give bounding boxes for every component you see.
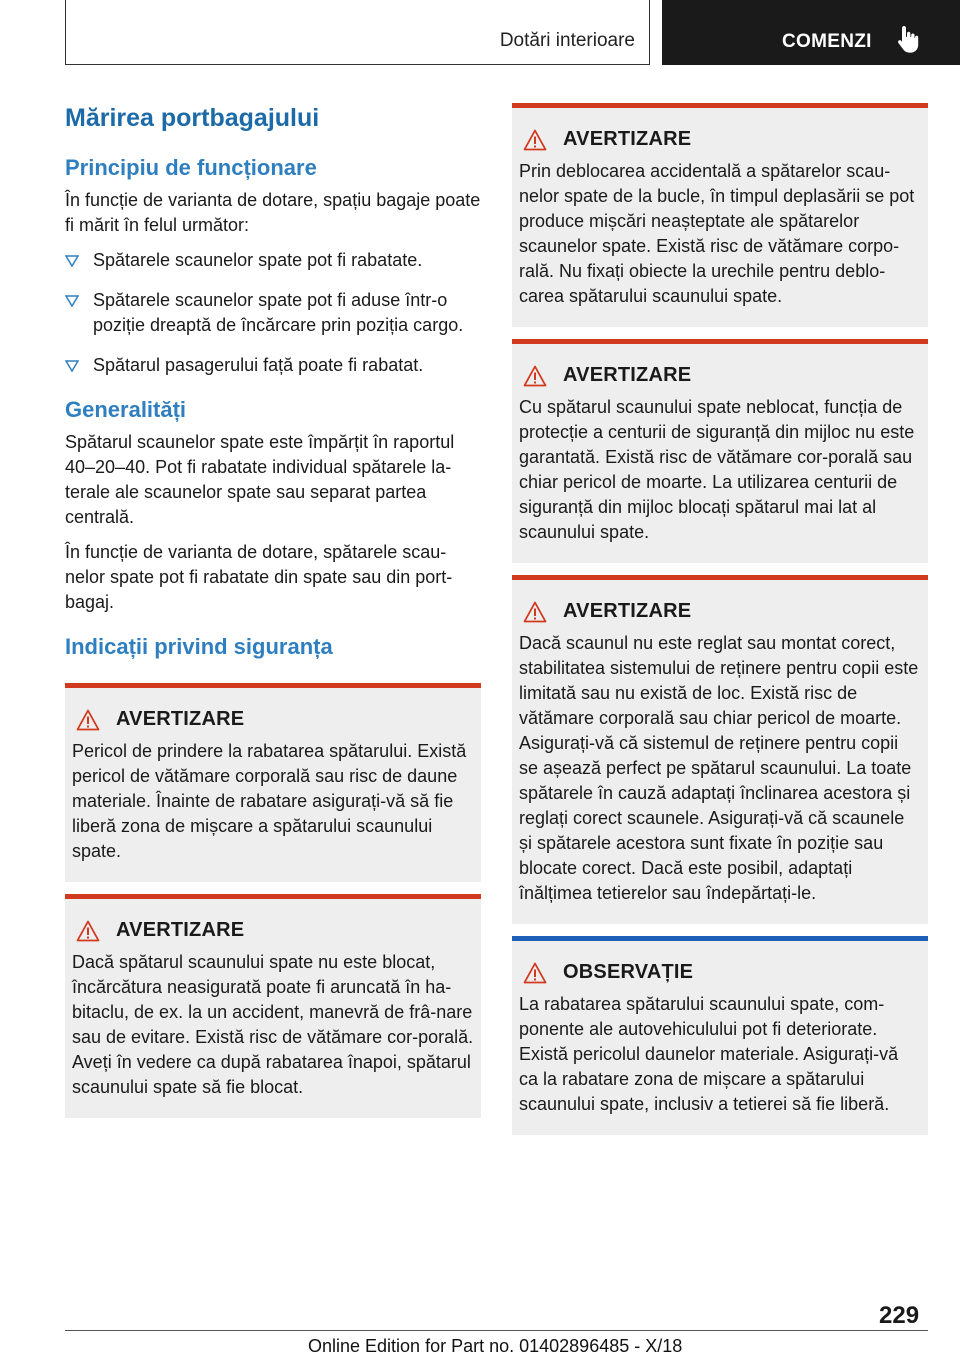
warning-header [72,919,474,942]
warning-title: AVERTIZARE [563,128,692,150]
chapter-title: COMENZI [782,31,872,52]
warning-box [512,103,928,327]
principle-list [65,248,481,378]
warning-text: Dacă spătarul scaunului spate nu este blocat, încărcătura neasigurată poate fi aruncată în ha-bitaclu, de ex. la un accident, manevră de frâ-nare sau de evitare. Există risc de vătămare cor-porală. Aveți în vedere ca după rabatarea înapoi, spătarul scaunului spate să fie blocat. [72,952,474,1097]
hand-pointer-icon [896,24,920,54]
warning-title: AVERTIZARE [563,364,692,386]
notice-title: OBSERVAȚIE [563,961,694,983]
triangle-bullet-icon [65,360,79,372]
warning-text: Pericol de prindere la rabatarea spătarului. Există pericol de vătămare corporală sau risc de daune materiale. Înainte de rabatare asigurați-vă să fie liberă zona de mișcare a spătarului scaunului spate. [72,741,467,861]
notice-box [512,936,928,1135]
warning-triangle-icon [76,920,100,942]
warning-box [512,575,928,924]
warning-header [72,708,474,731]
warning-header [519,364,921,387]
general-heading: Generalități [65,397,187,422]
warning-text: Cu spătarul scaunului spate neblocat, funcția de protecție a centurii de siguranță din mijloc nu este garantată. Există risc de vătămare cor-porală sau chiar pericol de moarte. La utilizarea centurii de siguranță din mijloc blocați spătarul mai lat al scaunului spate. [519,397,915,542]
section-tab [65,0,650,65]
left-column [65,100,481,1130]
page-number: 229 [879,1302,920,1329]
warning-box [65,683,481,882]
safety-heading: Indicații privind siguranța [65,634,333,659]
notice-header [519,961,921,984]
principle-heading: Principiu de funcționare [65,155,317,180]
page-header [0,0,960,66]
general-paragraph: Spătarul scaunelor spate este împărțit în raportul 40–20–40. Pot fi rabatate individual spătarele la-terale ale scaunelor spate sau separat partea centrală. [65,432,455,527]
warning-header [519,128,921,151]
warning-triangle-icon [523,962,547,984]
section-title: Dotări interioare [499,30,635,51]
principle-intro: În funcție de varianta de dotare, spațiu bagaje poate fi mărit în felul următor: [65,190,481,235]
list-item-text: Spătarul pasagerului față poate fi rabatat. [93,355,424,375]
triangle-bullet-icon [65,255,79,267]
list-item-text: Spătarele scaunelor spate pot fi rabatate. [93,250,423,270]
footer-edition: Online Edition for Part no. 01402896485 - X/18 [308,1336,683,1356]
warning-title: AVERTIZARE [116,919,245,941]
general-paragraph: În funcție de varianta de dotare, spătarele scau-nelor spate pot fi rabatate din spate sau din port-bagaj. [65,542,453,612]
warning-text: Prin deblocarea accidentală a spătarelor scau-nelor spate de la bucle, în timpul deplasării se pot produce mișcări neașteptate ale spătarelor scaunelor spate. Există risc de vătămare corpo-rală. Nu fixați obiecte la urechile pentru deblo-carea spătarului scaunului spate. [519,161,915,306]
list-item [65,288,481,338]
warning-text: Dacă scaunul nu este reglat sau montat corect, stabilitatea sistemului de reținere pentru copii este limitată sau nu există de loc. Există risc de vătămare corporală sau chiar pericol de moarte. Asigurați-vă că sistemul de reținere pentru copii se așează perfect pe spătarul scaunului. La toate spătarele în cauză adaptați înclinarea acestora și reglați corect scaunele. Asigurați-vă că scaunele și spătarele acestora sunt fixate în poziție sau blocate corect. Dacă este posibil, adaptați înălțimea tetierelor sau îndepărtați-le. [519,633,919,903]
list-item-text: Spătarele scaunelor spate pot fi aduse într-o poziție dreaptă de încărcare prin poziția cargo. [93,290,464,335]
main-title: Mărirea portbagajului [65,104,320,132]
right-column [512,103,928,1147]
list-item [65,248,481,273]
triangle-bullet-icon [65,295,79,307]
notice-text: La rabatarea spătarului scaunului spate, com-ponente ale autovehiculului pot fi deteriorate. Există pericolul daunelor materiale. Asigurați-vă ca la rabatare zona de mișcare a spătarului scaunului spate, inclusiv a tetierei să fie liberă. [519,994,899,1114]
warning-title: AVERTIZARE [116,708,245,730]
list-item [65,353,481,378]
warning-title: AVERTIZARE [563,600,692,622]
warning-triangle-icon [523,601,547,623]
warning-box [512,339,928,563]
warning-triangle-icon [523,129,547,151]
warning-box [65,894,481,1118]
warning-triangle-icon [76,709,100,731]
footer-divider [65,1330,928,1331]
warning-triangle-icon [523,365,547,387]
chapter-tab [662,0,960,65]
warning-header [519,600,921,623]
